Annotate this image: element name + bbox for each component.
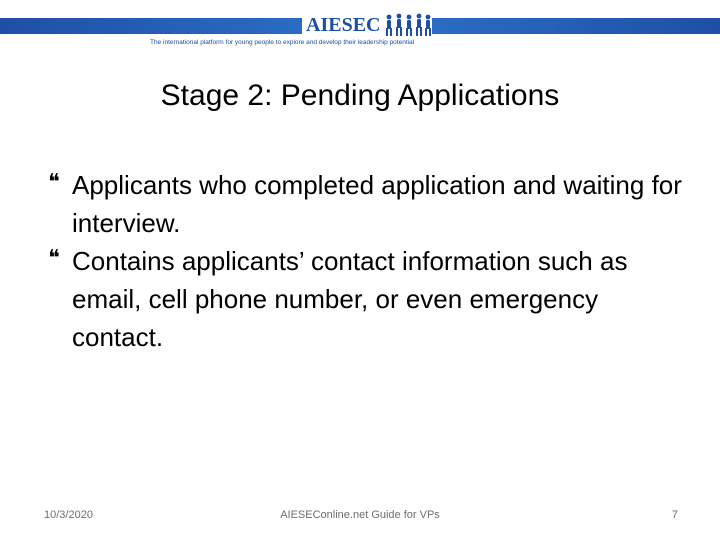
bullet-item — [48, 242, 688, 356]
aiesec-logo: AIESEC — [306, 14, 381, 36]
header-band-left — [0, 18, 302, 34]
bullet-text: Applicants who completed application and waiting for interview. — [72, 170, 682, 238]
bullet-item — [48, 166, 688, 242]
header-band — [0, 0, 720, 48]
bullet-text: Contains applicants’ contact information such as email, cell phone number, or even emergency contact. — [72, 246, 628, 352]
footer-title: AIESEConline.net Guide for VPs — [280, 509, 440, 521]
quote-bullet-icon: ❝ — [48, 246, 60, 271]
logo-figures-icon — [384, 13, 434, 37]
slide-title: Stage 2: Pending Applications — [160, 79, 560, 112]
page-number: 7 — [671, 509, 678, 521]
header-band-right — [432, 18, 720, 34]
footer-date: 10/3/2020 — [44, 509, 93, 521]
quote-bullet-icon: ❝ — [48, 170, 60, 195]
header-tagline: The international platform for young people to explore and develop their leadership potential — [150, 39, 415, 46]
slide-content — [48, 166, 688, 356]
